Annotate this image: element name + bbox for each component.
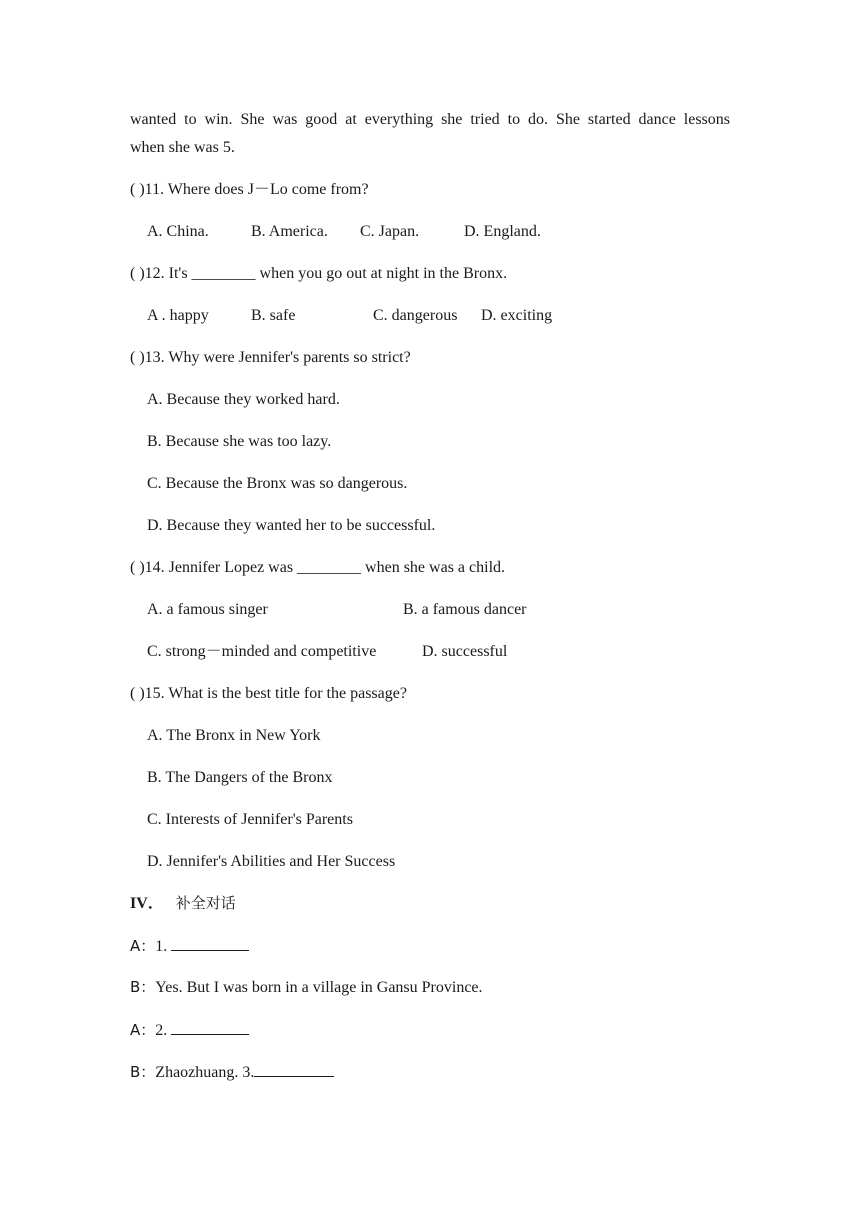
q12-option-c: C. dangerous (373, 307, 458, 324)
answer-blank-2[interactable] (171, 1019, 249, 1035)
dialogue-text: Yes. But I was born in a village in Gansu Province. (155, 979, 483, 996)
dialogue-line-1 (130, 935, 249, 957)
dialogue-text: Zhaozhuang. 3. (155, 1064, 255, 1081)
q14-option-a: A. a famous singer (147, 601, 268, 618)
question-12-stem: ( )12. It's ________ when you go out at night in the Bronx. (130, 265, 508, 282)
section-4-title: 补全对话 (175, 894, 236, 912)
dialogue-line-3 (130, 1019, 249, 1041)
q14-option-c: C. strong－minded and competitive (147, 643, 377, 660)
question-14-stem: ( )14. Jennifer Lopez was ________ when she was a child. (130, 559, 506, 576)
q15-option-b: B. The Dangers of the Bronx (147, 769, 333, 786)
q13-option-c: C. Because the Bronx was so dangerous. (147, 475, 408, 492)
q13-option-d: D. Because they wanted her to be successful. (147, 517, 436, 534)
answer-blank-1[interactable] (171, 935, 249, 951)
q11-option-b: B. America. (251, 223, 328, 240)
q12-option-d: D. exciting (481, 307, 553, 324)
q15-option-d: D. Jennifer's Abilities and Her Success (147, 853, 396, 870)
q11-option-d: D. England. (464, 223, 541, 240)
dialogue-text: 1. (155, 938, 172, 955)
q15-option-c: C. Interests of Jennifer's Parents (147, 811, 353, 828)
intro-paragraph (130, 106, 730, 162)
section-4-heading (130, 893, 236, 914)
dialogue-text: 2. (155, 1022, 172, 1039)
q12-option-b: B. safe (251, 307, 296, 324)
q11-option-a: A. China. (147, 223, 209, 240)
speaker-label: A： (130, 937, 156, 955)
question-13-stem: ( )13. Why were Jennifer's parents so strict? (130, 349, 411, 366)
q14-option-b: B. a famous dancer (403, 601, 527, 618)
speaker-label: A： (130, 1021, 156, 1039)
intro-line-2: when she was 5. (130, 139, 235, 156)
speaker-label: B： (130, 1063, 156, 1081)
q13-option-b: B. Because she was too lazy. (147, 433, 332, 450)
q13-option-a: A. Because they worked hard. (147, 391, 340, 408)
dialogue-line-4 (130, 1061, 334, 1083)
speaker-label: B： (130, 978, 156, 996)
q14-option-d: D. successful (422, 643, 508, 660)
section-4-number: IV． (130, 895, 164, 912)
intro-line-1: wanted to win. She was good at everything she tried to do. She started dance lessons (130, 111, 730, 128)
q12-option-a: A . happy (147, 307, 209, 324)
question-11-stem: ( )11. Where does J－Lo come from? (130, 181, 369, 198)
question-15-stem: ( )15. What is the best title for the passage? (130, 685, 407, 702)
q11-option-c: C. Japan. (360, 223, 420, 240)
q15-option-a: A. The Bronx in New York (147, 727, 321, 744)
answer-blank-3[interactable] (254, 1061, 334, 1077)
dialogue-line-2 (130, 977, 483, 998)
